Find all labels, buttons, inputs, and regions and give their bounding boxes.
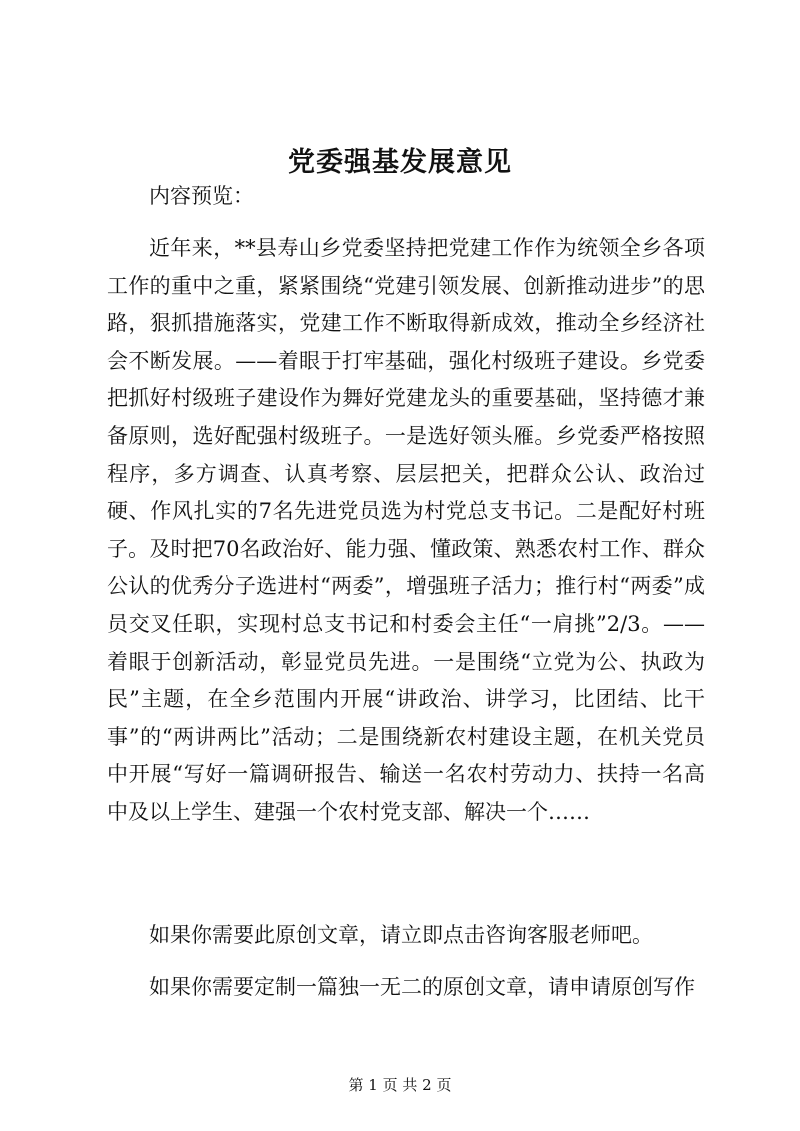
preview-label: 内容预览： [149, 184, 254, 208]
consult-prompt: 如果你需要此原创文章，请立即点击咨询客服老师吧。 [149, 923, 653, 947]
page-number-footer: 第 1 页 共 2 页 [348, 1076, 452, 1094]
body-paragraph: 近年来，**县寿山乡党委坚持把党建工作作为统领全乡各项工作的重中之重，紧紧围绕“党建引领发展、创新推动进步”的思路，狠抓措施落实，党建工作不断取得新成效，推动全乡经济社会不断发展。——着眼于打牢基础，强化村级班子建设。乡党委把抓好村级班子建设作为舞好党建龙头的重要基础，坚持德才兼备原则，选好配强村级班子。一是选好领头雁。乡党委严格按照程序，多方调查、认真考察、层层把关，把群众公认、政治过硬、作风扎实的7名先进党员选为村党总支书记。二是配好村班子。及时把70名政治好、能力强、懂政策、熟悉农村工作、群众公认的优秀分子选进村“两委”，增强班子活力；推行村“两委”成员交叉任职，实现村总支书记和村委会主任“一肩挑”2/3。——着眼于创新活动，彰显党员先进。一是围绕“立党为公、执政为民”主题，在全乡范围内开展“讲政治、讲学习，比团结、比干事”的“两讲两比”活动；二是围绕新农村建设主题，在机关党员中开展“写好一篇调研报告、输送一名农村劳动力、扶持一名高中及以上学生、建强一个农村党支部、解决一个…… [107, 236, 705, 824]
document-title: 党委强基发展意见 [288, 147, 512, 178]
custom-writing-prompt: 如果你需要定制一篇独一无二的原创文章，请申请原创写作 [149, 975, 695, 999]
